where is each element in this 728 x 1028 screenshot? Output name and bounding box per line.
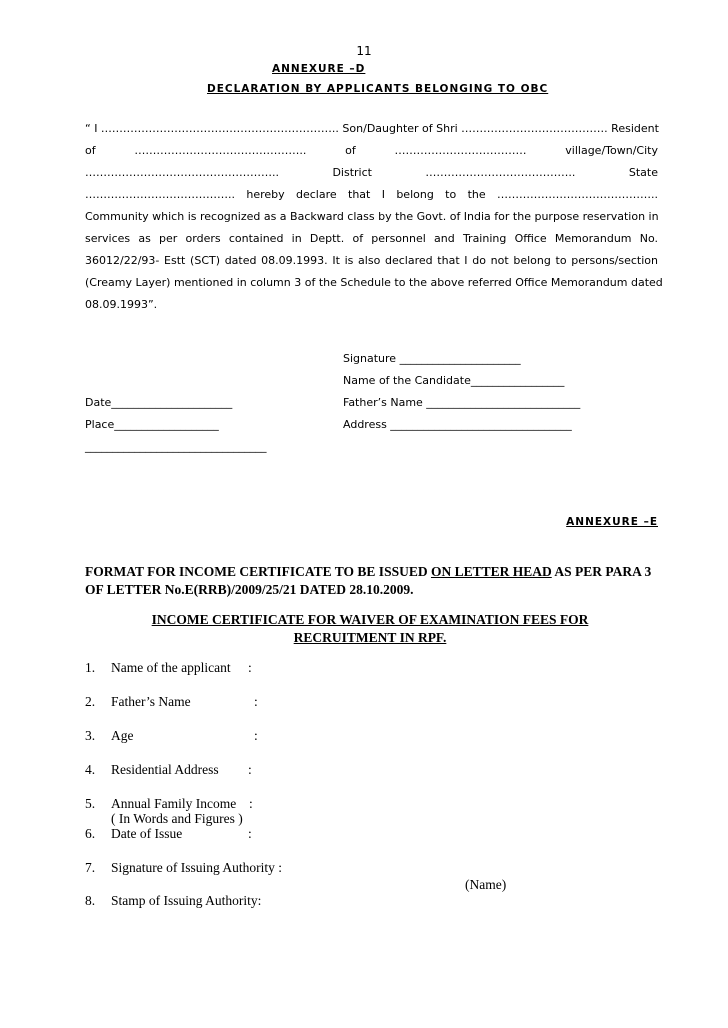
page-number: 11	[356, 44, 372, 58]
annexure-d-heading: ANNEXURE –D	[272, 63, 366, 75]
declaration-blank: ………………………………	[394, 144, 527, 157]
declaration-word: of	[345, 144, 356, 157]
declaration-line: ………………………………….. hereby declare that I belong to the ……………………………………..	[85, 188, 658, 201]
item-number: 7.	[85, 860, 96, 875]
item-label: Residential Address	[111, 762, 219, 777]
declaration-line: “ I ……………………………………………………….. Son/Daughter of Shri …………………………………. Resident	[85, 122, 659, 135]
item-label: Date of Issue	[111, 826, 183, 841]
declaration-line	[85, 140, 658, 162]
declaration-line: 08.09.1993”.	[85, 298, 158, 311]
declaration-line	[85, 162, 658, 184]
item-label: Signature of Issuing Authority :	[111, 860, 282, 875]
format-heading	[85, 563, 665, 599]
item-colon: :	[254, 728, 258, 743]
declaration-word: village/Town/City	[565, 144, 658, 157]
item-number: 6.	[85, 826, 96, 841]
declaration-word: of	[85, 144, 96, 157]
item-label: Name of the applicant	[111, 660, 231, 675]
declaration-paragraph	[85, 118, 663, 316]
declaration-line: services as per orders contained in Deptt. of personnel and Training Office Memorandum No.	[85, 232, 658, 245]
name-note: (Name)	[465, 877, 507, 892]
item-colon: :	[248, 826, 252, 841]
fathers-name-field[interactable]: Father’s Name ____________________________	[343, 396, 581, 409]
item-number: 4.	[85, 762, 96, 777]
signature-field[interactable]: Signature ______________________	[343, 352, 521, 365]
bottom-rule: _________________________________	[85, 440, 267, 453]
declaration-line: Community which is recognized as a Backward class by the Govt. of India for the purpose reservation in	[85, 210, 659, 223]
item-label: Father’s Name	[111, 694, 191, 709]
item-label: Age	[111, 728, 134, 743]
item-number: 5.	[85, 796, 96, 811]
declaration-word: State	[628, 166, 658, 179]
certificate-title: INCOME CERTIFICATE FOR WAIVER OF EXAMINATION FEES FOR RECRUITMENT IN RPF.	[151, 612, 589, 645]
candidate-name-field[interactable]: Name of the Candidate_________________	[343, 374, 565, 387]
declaration-blank: ………………………………………..	[134, 144, 307, 157]
format-heading-prefix: FORMAT FOR INCOME CERTIFICATE TO BE ISSUED	[85, 564, 431, 579]
item-colon: :	[248, 762, 252, 777]
item-number: 3.	[85, 728, 96, 743]
address-field[interactable]: Address _________________________________	[343, 418, 572, 431]
declaration-blank: …………………………………..	[425, 166, 576, 179]
item-colon: :	[248, 660, 252, 675]
item-number: 2.	[85, 694, 96, 709]
annexure-e-heading: ANNEXURE –E	[566, 516, 658, 528]
item-colon: :	[254, 694, 258, 709]
declaration-word: District	[332, 166, 372, 179]
format-heading-suffix: AS PER PARA 3 OF LETTER No.E(RRB)/2009/25/21 DATED 28.10.2009.	[85, 564, 652, 597]
item-number: 8.	[85, 893, 96, 908]
place-field[interactable]: Place___________________	[85, 418, 219, 431]
item-sublabel: ( In Words and Figures )	[111, 811, 243, 826]
declaration-line: (Creamy Layer) mentioned in column 3 of the Schedule to the above referred Office Memorandum dated	[85, 276, 663, 289]
item-label: Annual Family Income	[111, 796, 237, 811]
declaration-blank: ……………………………………………..	[85, 166, 279, 179]
item-number: 1.	[85, 660, 96, 675]
declaration-title: DECLARATION BY APPLICANTS BELONGING TO OBC	[207, 83, 549, 95]
format-heading-underlined: ON LETTER HEAD	[430, 564, 552, 579]
date-field[interactable]: Date______________________	[85, 396, 233, 409]
item-label: Stamp of Issuing Authority:	[111, 893, 262, 908]
declaration-line: 36012/22/93- Estt (SCT) dated 08.09.1993. It is also declared that I do not belong to persons/section	[85, 254, 658, 267]
item-colon: :	[249, 796, 253, 811]
